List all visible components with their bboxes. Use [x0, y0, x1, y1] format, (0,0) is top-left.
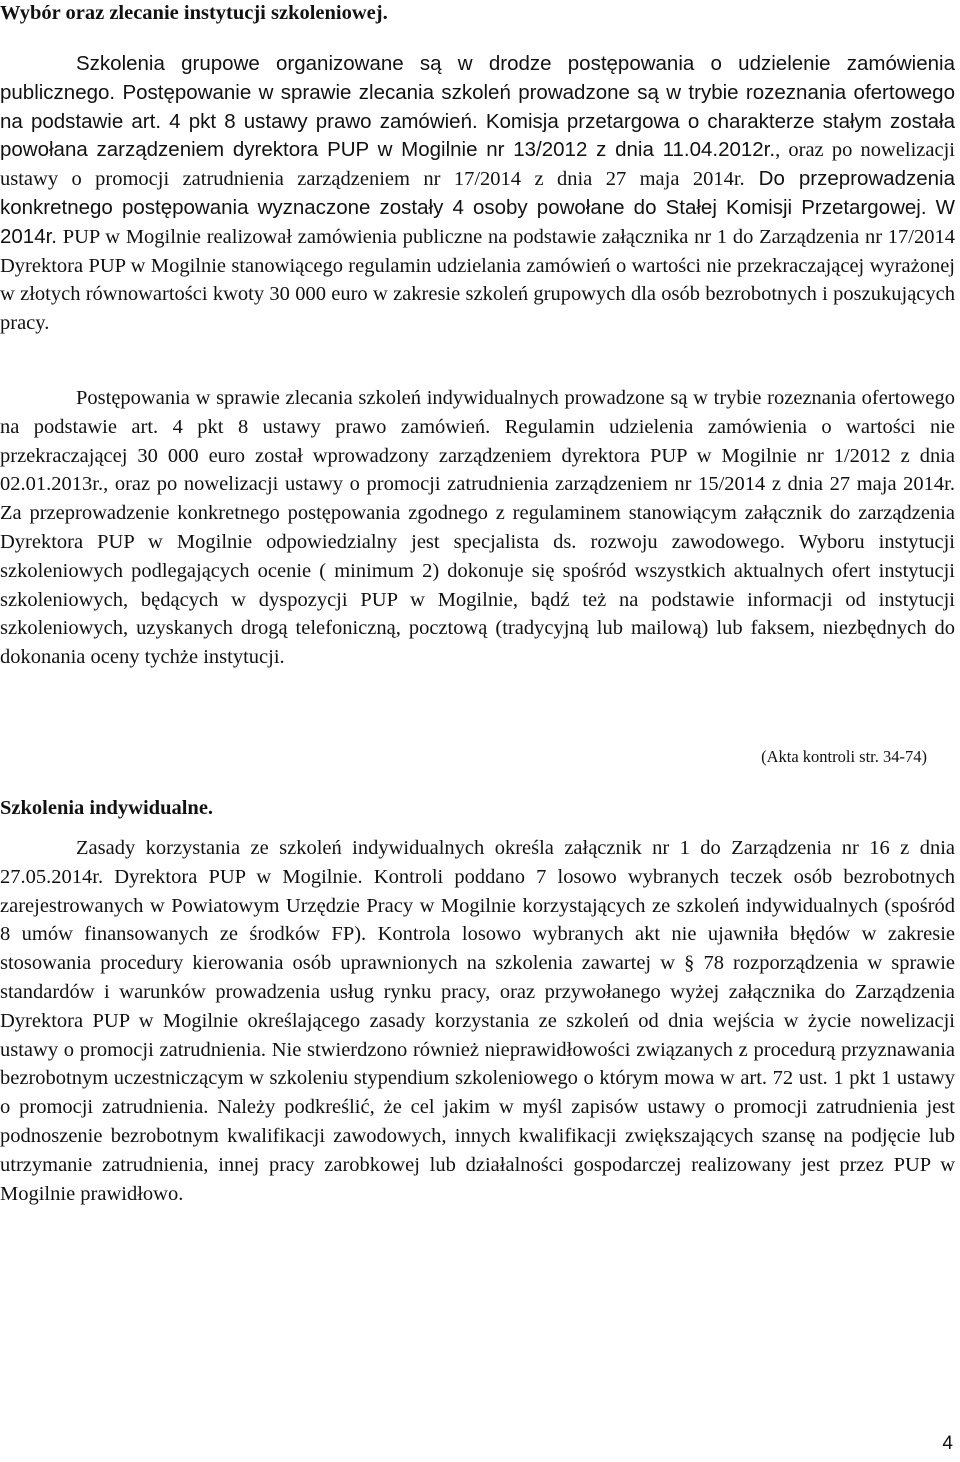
paragraph-group-training-part1: Szkolenia grupowe organizowane są w drodze postępowania o udzielenie zamówienia publicznego. Postępowanie w sprawie zlecania szkoleń prowadzone są w trybie rozeznania ofertowego na podstawie art. 4 pkt 8 ustawy prawo zamówień. [0, 52, 955, 133]
paragraph-individual-procedures: Postępowania w sprawie zlecania szkoleń indywidualnych prowadzone są w trybie rozeznania ofertowego na podstawie art. 4 pkt 8 ustawy prawo zamówień. Regulamin udzielenia zamówienia o wartości nie przekraczającej 30 000 euro został wprowadzony zarządzeniem dyrektora PUP w Mogilnie nr 1/2012 z dnia 02.01.2013r., oraz po nowelizacji ustawy o promocji zatrudnienia zarządzeniem nr 15/2014 z dnia 27 maja 2014r. Za przeprowadzenie konkretnego postępowania zgodnego z regulaminem stanowiącym załącznik do zarządzenia Dyrektora PUP w Mogilnie odpowiedzialny jest specjalista ds. rozwoju zawodowego. Wyboru instytucji szkoleniowych podlegających ocenie ( minimum 2) dokonuje się spośród wszystkich aktualnych ofert instytucji szkoleniowych, będących w dyspozycji PUP w Mogilnie, bądź też na podstawie informacji od instytucji szkoleniowych, uzyskanych drogą telefoniczną, pocztową (tradycyjną lub mailową) lub faksem, niezbędnych do dokonania oceny tychże instytucji. [0, 387, 955, 669]
paragraph-group-training-part4: Do przeprowadzenia konkretnego postępowania wyznaczone zostały 4 osoby powołane do Stałej Komisji Przetargowej. W 2014r. [0, 167, 955, 248]
page-number: 4 [942, 1433, 953, 1454]
paragraph-group-training-part5: PUP w Mogilnie realizował zamówienia publiczne na podstawie załącznika nr 1 do Zarządzenia nr 17/2014 Dyrektora PUP w Mogilnie stanowiącego regulamin udzielania zamówień o wartości nie przekraczającej wyrażonej w złotych równowartości kwoty 30 000 euro w zakresie szkoleń grupowych dla osób bezrobotnych i poszukujących pracy. [0, 225, 955, 335]
paragraph-group-training-part2: Komisja przetargowa o charakterze stałym została powołana zarządzeniem dyrektora PUP w Mogilnie nr 13/2012 z dnia 11.04.2012r. [0, 109, 955, 162]
paragraph-group-training-part3: , oraz po nowelizacji ustawy o promocji zatrudnienia zarządzeniem nr 17/2014 z dnia 27 maja 2014r. [0, 139, 955, 191]
section-heading-training-selection: Wybór oraz zlecanie instytucji szkoleniowej. [0, 2, 388, 24]
audit-files-reference: (Akta kontroli str. 34-74) [761, 747, 927, 766]
paragraph-individual-training: Zasady korzystania ze szkoleń indywidualnych określa załącznik nr 1 do Zarządzenia nr 16 z dnia 27.05.2014r. Dyrektora PUP w Mogilnie. Kontroli poddano 7 losowo wybranych teczek osób bezrobotnych zarejestrowanych w Powiatowym Urzędzie Pracy w Mogilnie korzystających ze szkoleń indywidualnych (spośród 8 umów finansowanych ze środków FP). Kontrola losowo wybranych akt nie ujawniła błędów w zakresie stosowania procedury kierowania osób uprawnionych na szkolenia zawartej w § 78 rozporządzenia w sprawie standardów i warunków prowadzenia usług rynku pracy, oraz przywołanego wyżej załącznika do Zarządzenia Dyrektora PUP w Mogilnie określającego zasady korzystania ze szkoleń od dnia wejścia w życie nowelizacji ustawy o promocji zatrudnienia. Nie stwierdzono również nieprawidłowości związanych z procedurą przyznawania bezrobotnym uczestniczącym w szkoleniu stypendium szkoleniowego o którym mowa w art. 72 ust. 1 pkt 1 ustawy o promocji zatrudnienia. Należy podkreślić, że cel jakim w myśl zapisów ustawy o promocji zatrudnienia jest podnoszenie bezrobotnym kwalifikacji zawodowych, innych kwalifikacji zwiększających szansę na podjęcie lub utrzymanie zatrudnienia, innej pracy zarobkowej lub działalności gospodarczej realizowany jest przez PUP w Mogilnie prawidłowo. [0, 837, 955, 1205]
section-heading-individual-training: Szkolenia indywidualne. [0, 797, 214, 819]
paragraph-group-training [0, 50, 955, 338]
